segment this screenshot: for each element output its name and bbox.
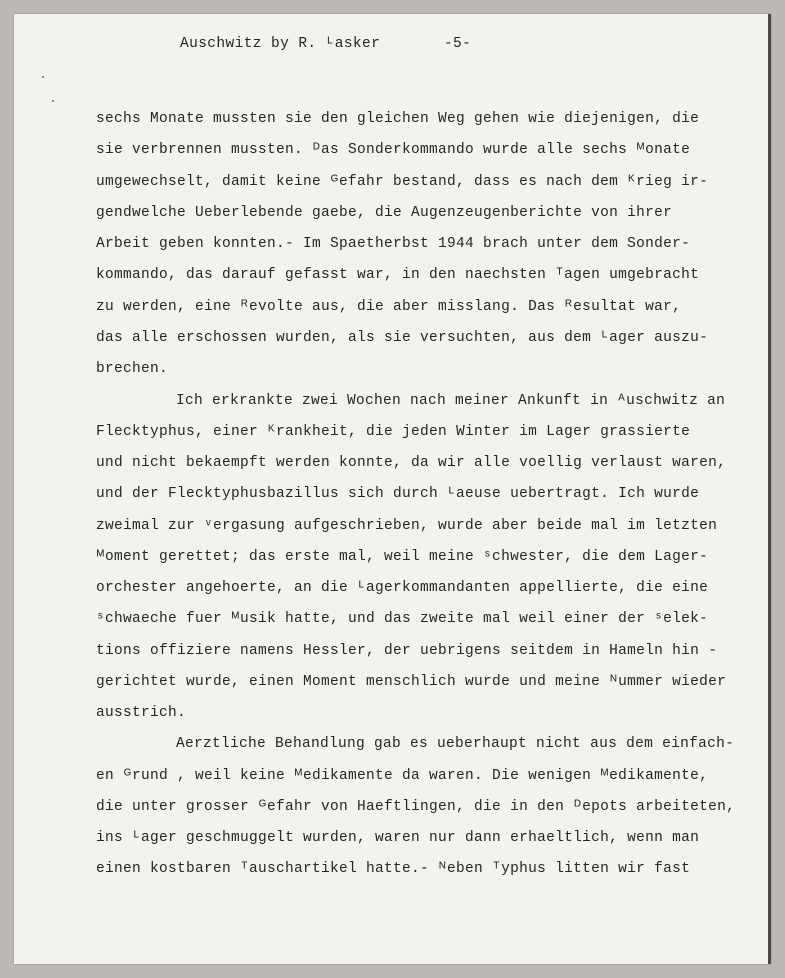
header-page-number: -5- xyxy=(443,36,472,52)
text-line: die unter grosser ᴳefahr von Haeftlingen, die in den ᴰepots arbeiteten, xyxy=(96,799,736,815)
text-line: zu werden, eine ᴿevolte aus, die aber misslang. Das ᴿesultat war, xyxy=(96,299,682,315)
header-title: Auschwitz by R. ᴸasker xyxy=(180,36,381,52)
page-edge-shadow xyxy=(768,14,771,964)
text-line: sechs Monate mussten sie den gleichen Weg gehen wie diejenigen, die xyxy=(96,111,700,127)
text-line: ausstrich. xyxy=(96,705,187,721)
text-line: en ᴳrund , weil keine ᴹedikamente da waren. Die wenigen ᴹedikamente, xyxy=(96,768,709,784)
paper-speck xyxy=(42,76,44,78)
text-line: umgewechselt, damit keine ᴳefahr bestand, dass es nach dem ᴷrieg ir- xyxy=(96,174,709,190)
text-line: gendwelche Ueberlebende gaebe, die Augenzeugenberichte von ihrer xyxy=(96,205,673,221)
text-line: ˢchwaeche fuer ᴹusik hatte, und das zweite mal weil einer der ˢelek- xyxy=(96,611,709,627)
text-line: Aerztliche Behandlung gab es ueberhaupt nicht aus dem einfach- xyxy=(176,736,735,752)
text-line: orchester angehoerte, an die ᴸagerkommandanten appellierte, die eine xyxy=(96,580,709,596)
text-line: ᴹoment gerettet; das erste mal, weil meine ˢchwester, die dem Lager- xyxy=(96,549,709,565)
text-line: brechen. xyxy=(96,361,169,377)
page-header xyxy=(180,36,471,52)
text-line: das alle erschossen wurden, als sie versuchten, aus dem ᴸager auszu- xyxy=(96,330,709,346)
typed-page xyxy=(14,14,771,964)
text-line: und der Flecktyphusbazillus sich durch ᴸaeuse uebertragt. Ich wurde xyxy=(96,486,700,502)
text-line: einen kostbaren ᵀauschartikel hatte.- ᴺeben ᵀyphus litten wir fast xyxy=(96,861,691,877)
text-line: ins ᴸager geschmuggelt wurden, waren nur dann erhaeltlich, wenn man xyxy=(96,830,700,846)
text-line: Ich erkrankte zwei Wochen nach meiner Ankunft in ᴬuschwitz an xyxy=(176,393,726,409)
text-line: tions offiziere namens Hessler, der uebrigens seitdem in Hameln hin - xyxy=(96,643,718,659)
text-line: Flecktyphus, einer ᴷrankheit, die jeden Winter im Lager grassierte xyxy=(96,424,691,440)
paper-speck xyxy=(52,100,54,102)
text-line: zweimal zur ᵛergasung aufgeschrieben, wurde aber beide mal im letzten xyxy=(96,518,718,534)
text-line: Arbeit geben konnten.- Im Spaetherbst 1944 brach unter dem Sonder- xyxy=(96,236,691,252)
text-line: und nicht bekaempft werden konnte, da wir alle voellig verlaust waren, xyxy=(96,455,727,471)
text-line: gerichtet wurde, einen Moment menschlich wurde und meine ᴺummer wieder xyxy=(96,674,727,690)
text-line: kommando, das darauf gefasst war, in den naechsten ᵀagen umgebracht xyxy=(96,267,700,283)
text-line: sie verbrennen mussten. ᴰas Sonderkommando wurde alle sechs ᴹonate xyxy=(96,142,691,158)
